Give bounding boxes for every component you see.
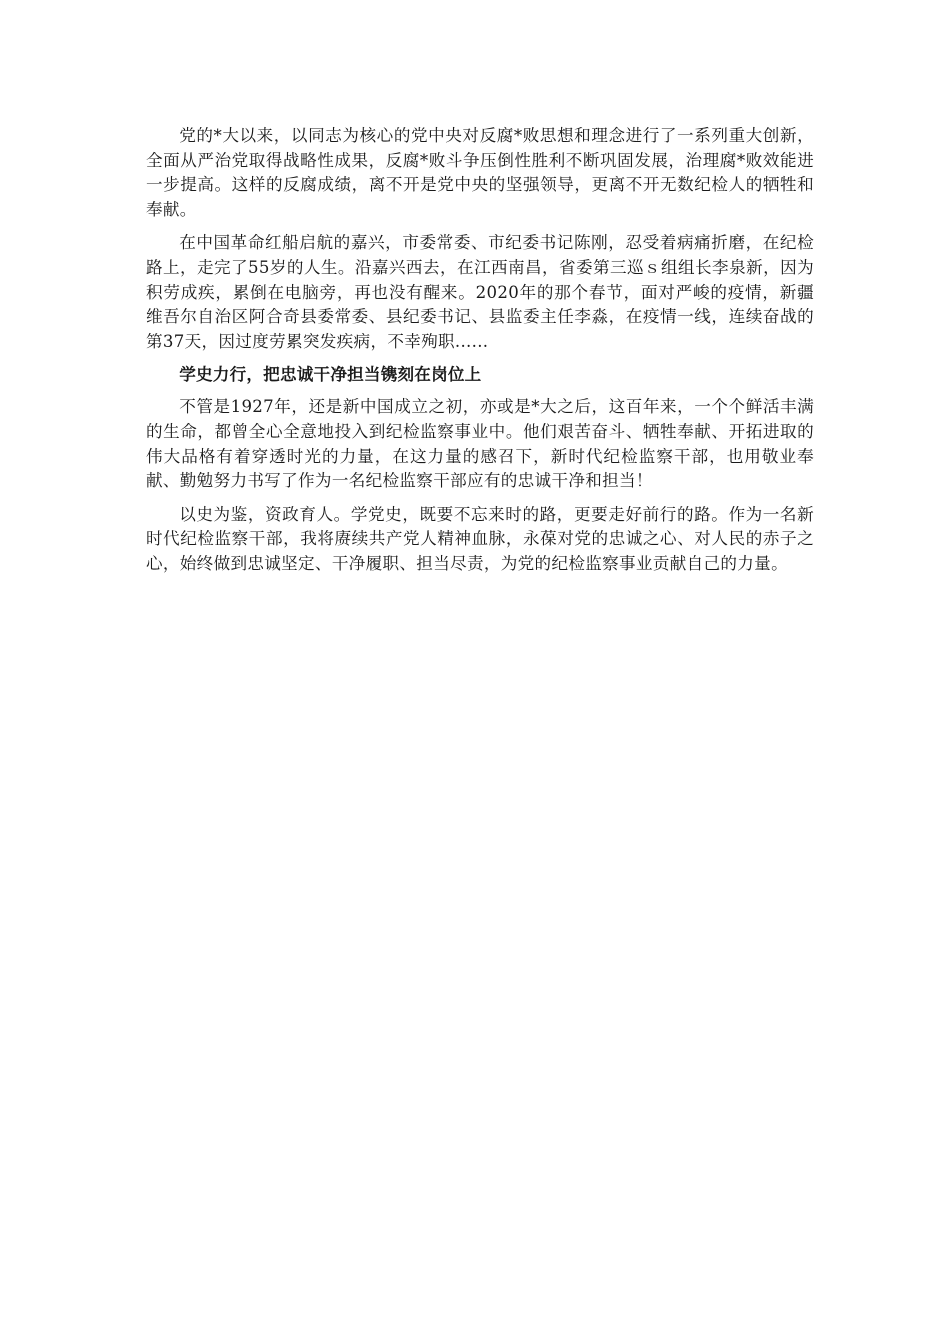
section-heading: 学史力行，把忠诚干净担当镌刻在岗位上 [179,365,482,385]
document-page [146,124,814,586]
paragraph-conclusion: 以史为鉴，资政育人。学党史，既要不忘来时的路，更要走好前行的路。作为一名新时代纪检监察干部，我将赓续共产党人精神血脉，永葆对党的忠诚之心、对人民的赤子之心，始终做到忠诚坚定、干净履职、担当尽责，为党的纪检监察事业贡献自己的力量。 [146,504,814,573]
paragraph-history: 不管是1927年，还是新中国成立之初，亦或是*大之后，这百年来，一个个鲜活丰满的生命，都曾全心全意地投入到纪检监察事业中。他们艰苦奋斗、牺牲奉献、开拓进取的伟大品格有着穿透时光的力量，在这力量的感召下，新时代纪检监察干部，也用敬业奉献、勤勉努力书写了作为一名纪检监察干部应有的忠诚干净和担当！ [146,397,814,491]
paragraph-intro: 党的*大以来，以同志为核心的党中央对反腐*败思想和理念进行了一系列重大创新，全面从严治党取得战略性成果，反腐*败斗争压倒性胜利不断巩固发展，治理腐*败效能进一步提高。这样的反腐成绩，离不开是党中央的坚强领导，更离不开无数纪检人的牺牲和奉献。 [146,126,814,219]
paragraph-examples: 在中国革命红船启航的嘉兴，市委常委、市纪委书记陈刚，忍受着病痛折磨，在纪检路上，走完了55岁的人生。沿嘉兴西去，在江西南昌，省委第三巡ｓ组组长李泉新，因为积劳成疾，累倒在电脑旁，再也没有醒来。2020年的那个春节，面对严峻的疫情，新疆维吾尔自治区阿合奇县委常委、县纪委书记、县监委主任李淼，在疫情一线，连续奋战的第37天，因过度劳累突发疾病，不幸殉职...... [146,233,814,351]
